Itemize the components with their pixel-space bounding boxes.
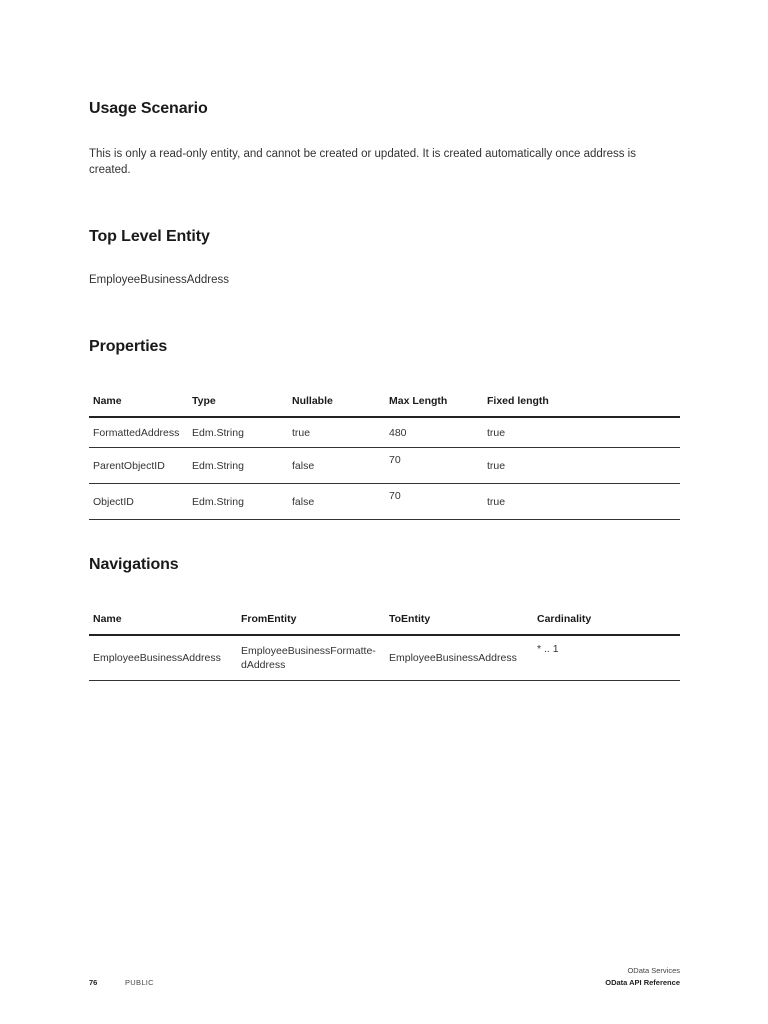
navigations-table xyxy=(89,604,680,681)
column-header: Type xyxy=(188,386,288,417)
table-cell: false xyxy=(288,484,385,520)
document-page xyxy=(89,0,680,1024)
table-cell: ObjectID xyxy=(89,484,188,520)
column-header: Cardinality xyxy=(533,604,680,635)
usage-scenario-heading: Usage Scenario xyxy=(89,100,208,117)
table-row xyxy=(89,635,680,681)
table-cell: true xyxy=(483,484,680,520)
column-header: ToEntity xyxy=(385,604,533,635)
table-cell: true xyxy=(483,417,680,448)
properties-header-row xyxy=(89,386,680,417)
table-row xyxy=(89,484,680,520)
table-cell: EmployeeBusinessFormatte-dAddress xyxy=(237,635,385,681)
document-title: OData API Reference xyxy=(605,978,680,987)
table-cell: 70 xyxy=(385,484,483,520)
table-cell: Edm.String xyxy=(188,448,288,484)
usage-scenario-text: This is only a read-only entity, and cannot be created or updated. It is created automatically once address is created. xyxy=(89,148,636,176)
table-row xyxy=(89,448,680,484)
table-cell: FormattedAddress xyxy=(89,417,188,448)
table-cell: Edm.String xyxy=(188,417,288,448)
table-cell: EmployeeBusinessAddress xyxy=(385,635,533,681)
table-cell: 480 xyxy=(385,417,483,448)
column-header: FromEntity xyxy=(237,604,385,635)
table-cell: * .. 1 xyxy=(533,635,680,681)
column-header: Name xyxy=(89,386,188,417)
top-level-entity-heading: Top Level Entity xyxy=(89,228,210,245)
document-subtitle: OData Services xyxy=(627,966,680,975)
navigations-header-row xyxy=(89,604,680,635)
navigations-heading: Navigations xyxy=(89,556,179,573)
table-cell: true xyxy=(288,417,385,448)
top-level-entity-value: EmployeeBusinessAddress xyxy=(89,274,229,286)
column-header: Name xyxy=(89,604,237,635)
column-header: Max Length xyxy=(385,386,483,417)
table-cell: true xyxy=(483,448,680,484)
classification-label: PUBLIC xyxy=(125,978,154,987)
table-cell: 70 xyxy=(385,448,483,484)
table-cell: false xyxy=(288,448,385,484)
column-header: Fixed length xyxy=(483,386,680,417)
table-row xyxy=(89,417,680,448)
table-cell: Edm.String xyxy=(188,484,288,520)
table-cell: EmployeeBusinessAddress xyxy=(89,635,237,681)
properties-heading: Properties xyxy=(89,338,168,355)
page-number: 76 xyxy=(89,978,98,987)
properties-table xyxy=(89,386,680,520)
table-cell: ParentObjectID xyxy=(89,448,188,484)
column-header: Nullable xyxy=(288,386,385,417)
